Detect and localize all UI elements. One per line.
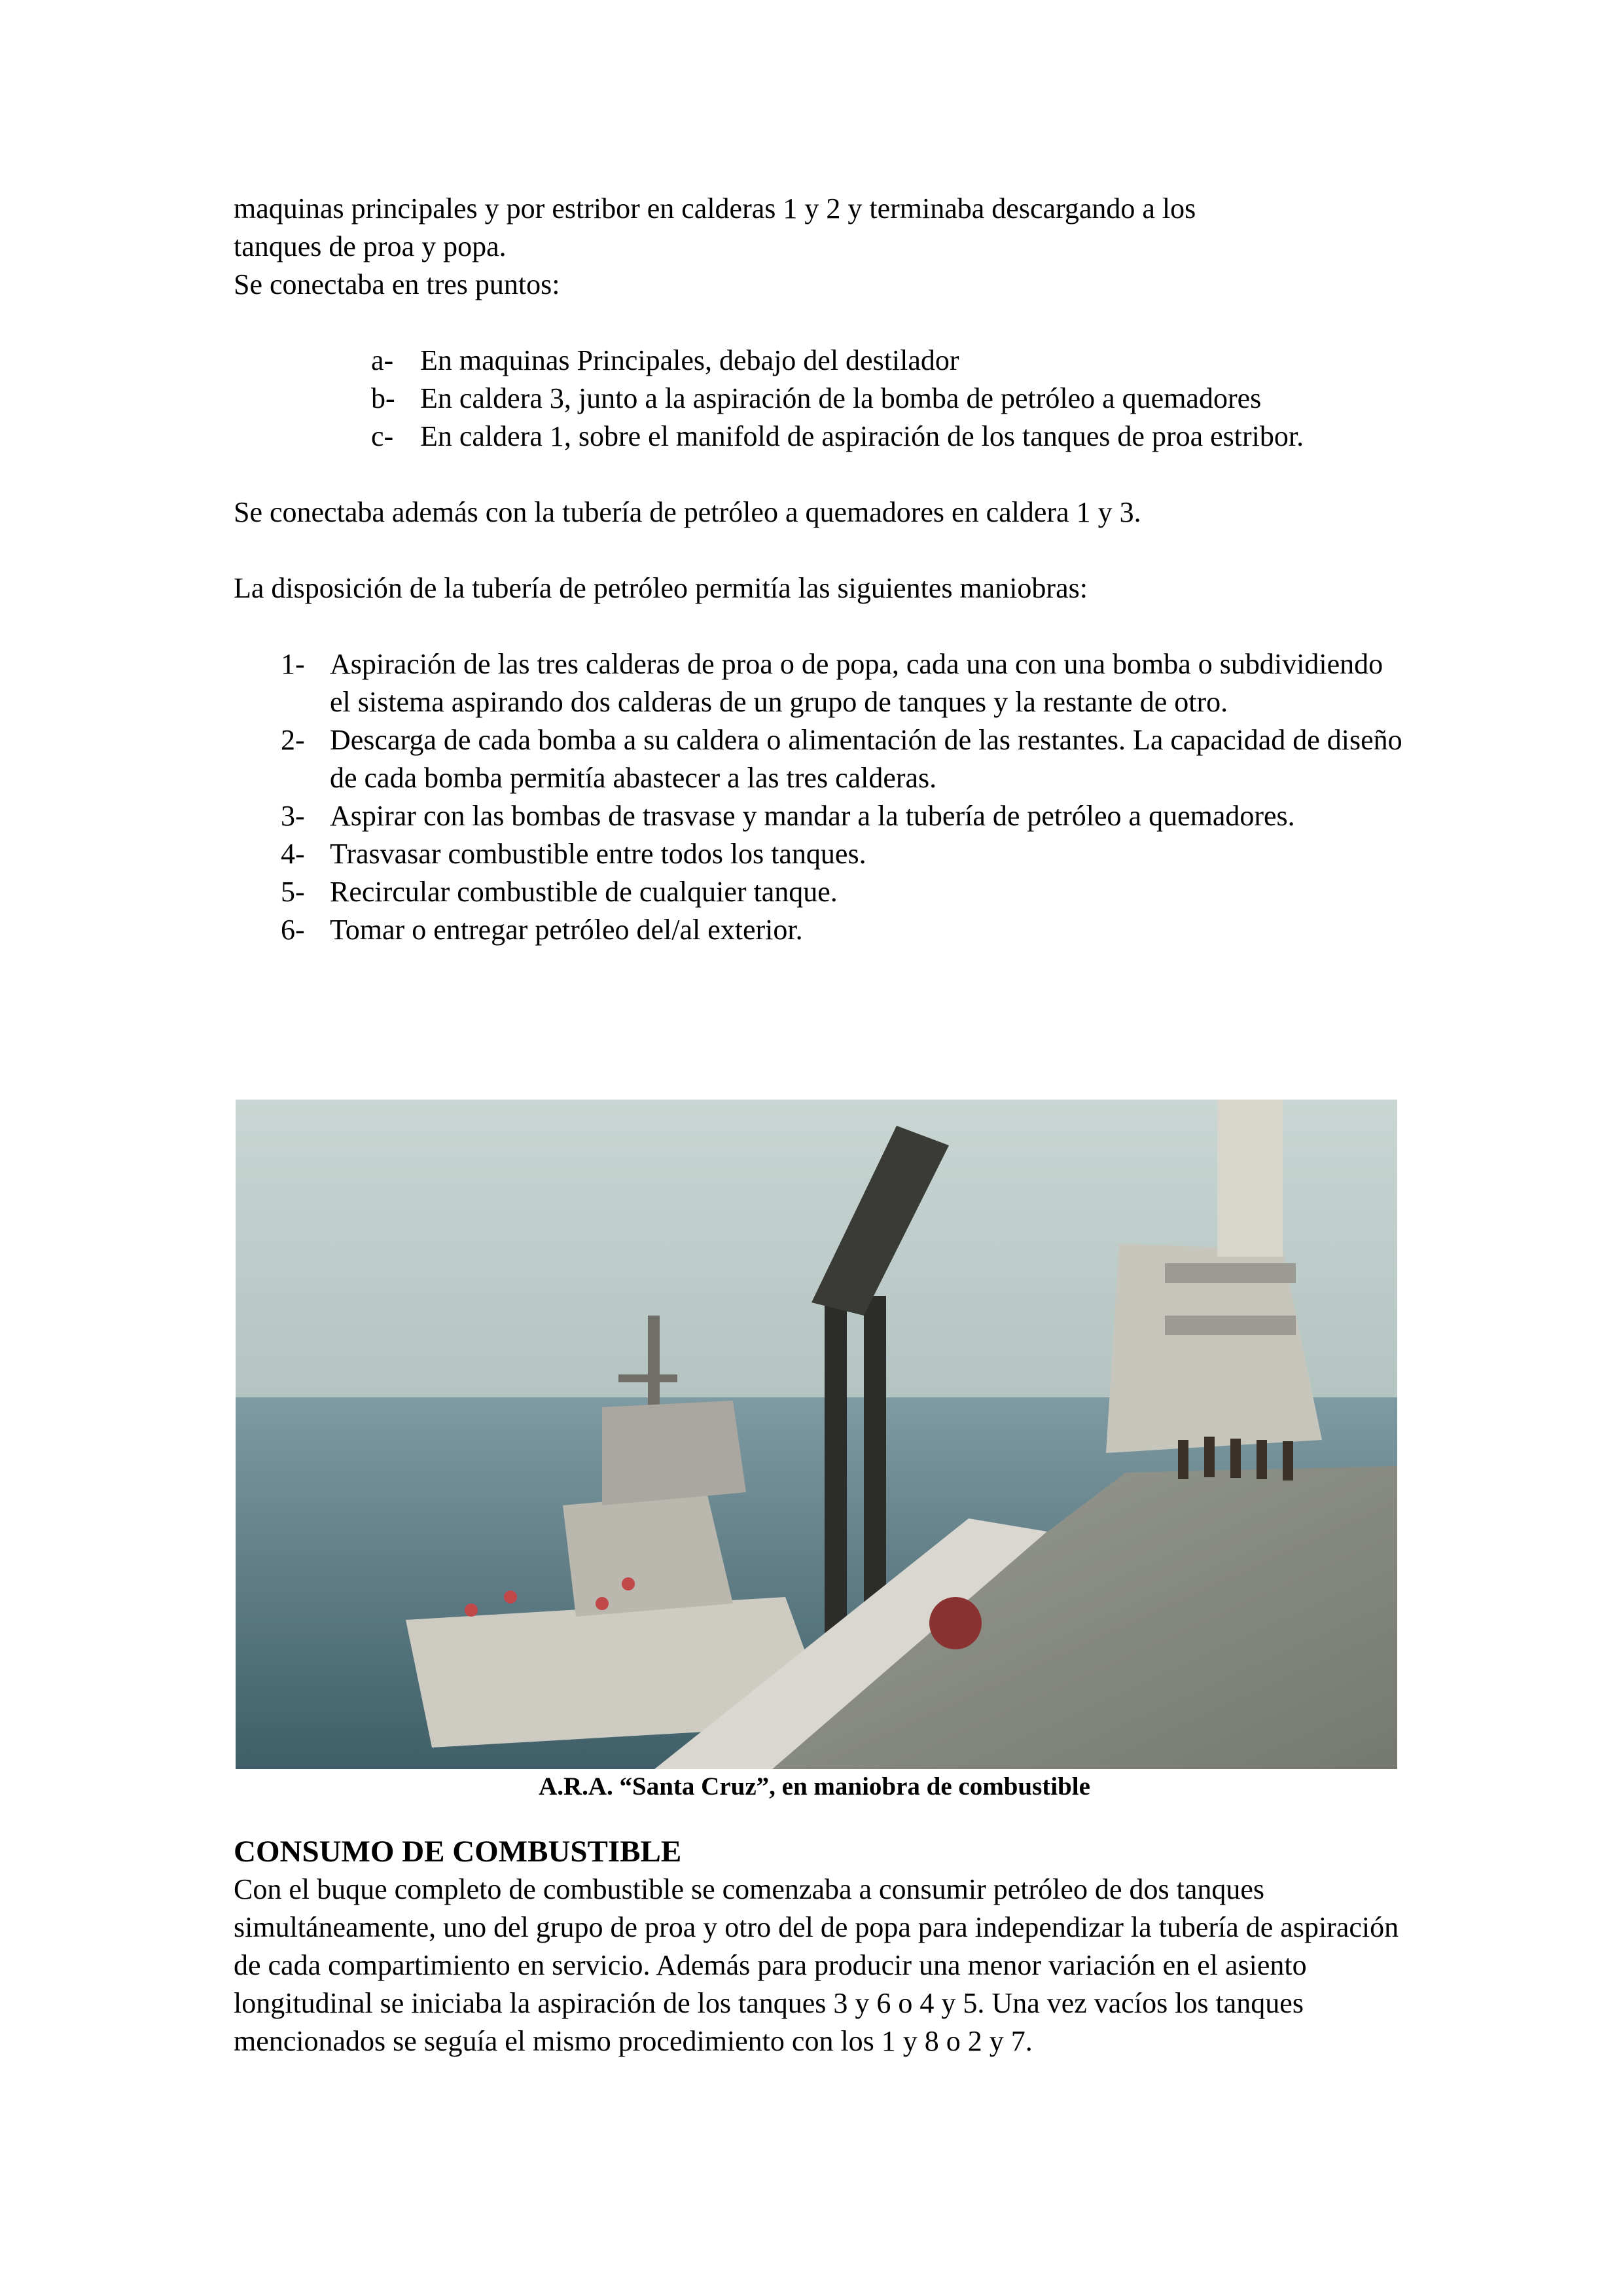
list-item [371,418,1405,456]
list-marker: 6- [281,914,305,946]
paragraph-conexion: Se conectaba además con la tubería de petróleo a quemadores en caldera 1 y 3. [234,496,1141,528]
list-marker: b- [371,382,395,414]
list-item-text: En maquinas Principales, debajo del destilador [420,344,959,376]
list-item [281,873,1405,911]
paragraph-disposicion: La disposición de la tubería de petróleo permitía las siguientes maniobras: [234,572,1088,604]
ship-photo-illustration [236,1100,1397,1769]
section-title: CONSUMO DE COMBUSTIBLE [234,1835,682,1869]
list-item [281,835,1405,873]
list-item-text: Trasvasar combustible entre todos los tanques. [330,838,866,870]
list-item-text: Descarga de cada bomba a su caldera o alimentación de las restantes. La capacidad de diseño de cada bomba permitía abastecer a las tres calderas. [330,724,1402,794]
intro-line-2: tanques de proa y popa. [234,230,507,262]
list-item [281,645,1405,721]
list-item [281,721,1405,797]
list-item-text: Recircular combustible de cualquier tanque. [330,876,838,908]
list-item-text: Aspirar con las bombas de trasvase y mandar a la tubería de petróleo a quemadores. [330,800,1295,832]
refueling-photo [236,1100,1397,1769]
maniobras-list [281,645,1405,949]
figure-caption: A.R.A. “Santa Cruz”, en maniobra de combustible [539,1772,1090,1801]
list-marker: 3- [281,800,305,832]
list-marker: a- [371,344,394,376]
connection-points-list [371,342,1405,456]
list-marker: 2- [281,724,305,756]
intro-line-1: maquinas principales y por estribor en calderas 1 y 2 y terminaba descargando a los [234,192,1196,224]
list-item [371,342,1405,380]
list-item-text: En caldera 3, junto a la aspiración de la bomba de petróleo a quemadores [420,382,1262,414]
list-item-text: Tomar o entregar petróleo del/al exterior. [330,914,803,946]
list-item [281,911,1405,949]
list-marker: 5- [281,876,305,908]
list-marker: c- [371,420,394,452]
section-body: Con el buque completo de combustible se comenzaba a consumir petróleo de dos tanques simultáneamente, uno del grupo de proa y otro del de popa para independizar la tubería de aspiración de cada compartimiento en servicio. Además para producir una menor variación en el asiento longitudinal se iniciaba la aspiración de los tanques 3 y 6 o 4 y 5. Una vez vacíos los tanques mencionados se seguía el mismo procedimiento con los 1 y 8 o 2 y 7. [234,1873,1399,2057]
list-item [371,380,1405,418]
document-body [234,190,1405,949]
list-item-text: Aspiración de las tres calderas de proa o de popa, cada una con una bomba o subdividiendo el sistema aspirando dos calderas de un grupo de tanques y la restante de otro. [330,648,1383,718]
list-marker: 4- [281,838,305,870]
list-item [281,797,1405,835]
list-marker: 1- [281,648,305,680]
intro-line-3: Se conectaba en tres puntos: [234,268,560,300]
section-consumo [234,1833,1405,2060]
list-item-text: En caldera 1, sobre el manifold de aspiración de los tanques de proa estribor. [420,420,1304,452]
